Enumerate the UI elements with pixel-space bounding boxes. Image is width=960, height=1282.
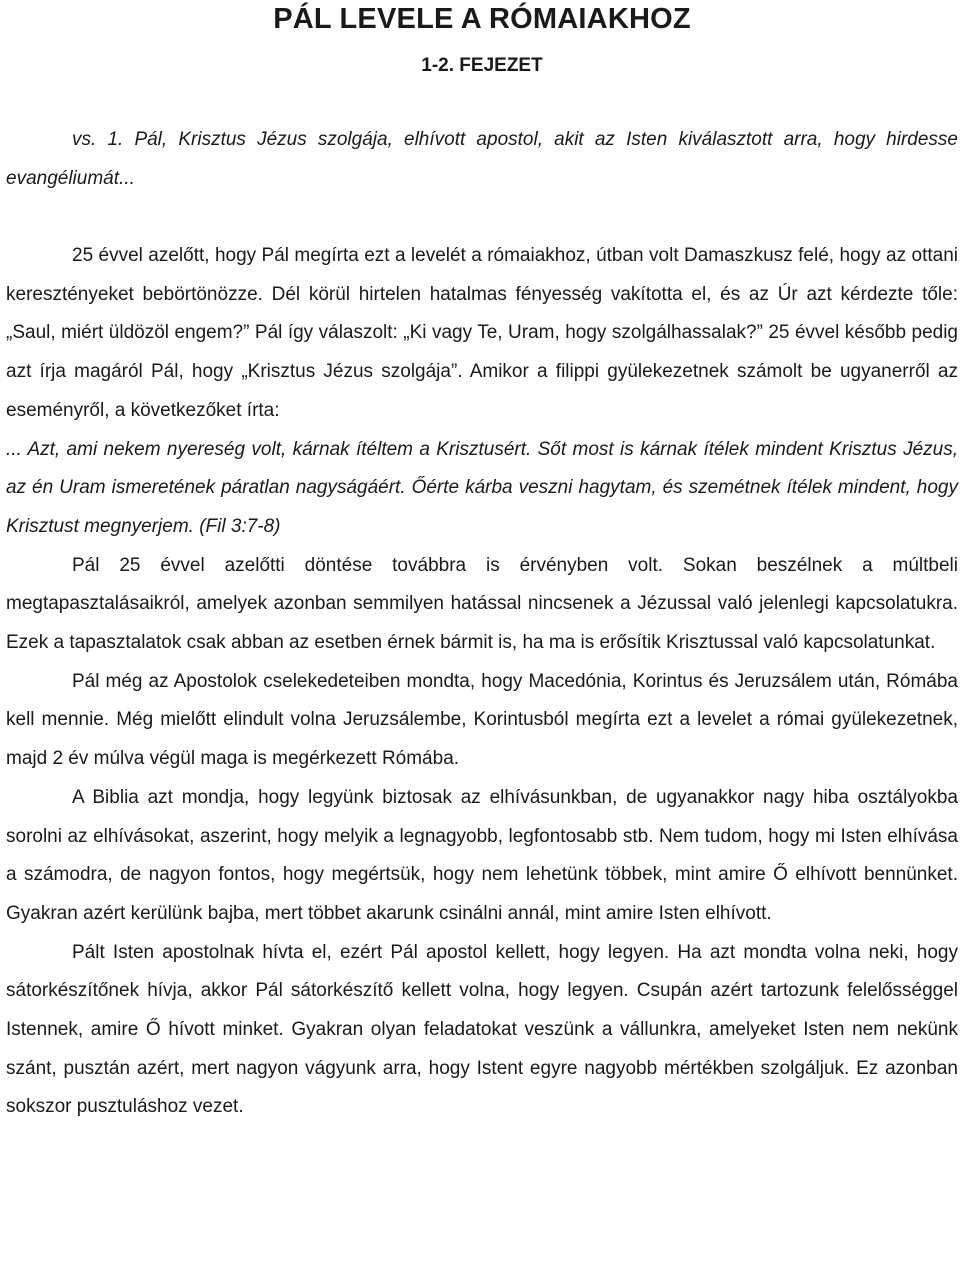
- verse-quote: vs. 1. Pál, Krisztus Jézus szolgája, elhívott apostol, akit az Isten kiválasztott arra, hogy hirdesse evangéliumát...: [6, 129, 958, 189]
- document-title: PÁL LEVELE A RÓMAIAKHOZ: [273, 3, 691, 35]
- chapter-heading: 1-2. FEJEZET: [421, 55, 543, 76]
- paragraph-5: Pált Isten apostolnak hívta el, ezért Pál apostol kellett, hogy legyen. Ha azt mondta volna neki, hogy sátorkészítőnek hívja, akkor Pál sátorkészítő kellett volna, hogy legyen. Csupán azért tartozunk felelősséggel Istennek, amire Ő hívott minket. Gyakran olyan feladatokat veszünk a vállunkra, amelyeket Isten nem nekünk szánt, pusztán azért, mert nagyon vágyunk arra, hogy Istent egyre nagyobb mértékben szolgáljuk. Ez azonban sokszor pusztuláshoz vezet.: [6, 941, 958, 1118]
- paragraph-1: 25 évvel azelőtt, hogy Pál megírta ezt a levelét a rómaiakhoz, útban volt Damaszkusz felé, hogy az ottani keresztényeket bebörtönözze. Dél körül hirtelen hatalmas fényesség vakította el, és az Úr azt kérdezte tőle: „Saul, miért üldözöl engem?” Pál így válaszolt: „Ki vagy Te, Uram, hogy szolgálhassalak?” 25 évvel később pedig azt írja magáról Pál, hogy „Krisztus Jézus szolgája”. Amikor a filippi gyülekezetnek számolt be ugyanerről az eseményről, a következőket írta:: [6, 245, 958, 421]
- document-page: [6, 0, 958, 1127]
- quote-paragraph: ... Azt, ami nekem nyereség volt, kárnak ítéltem a Krisztusért. Sőt most is kárnak ítélek mindent Krisztus Jézus, az én Uram ismeretének páratlan nagyságáért. Őérte kárba veszni hagytam, és szemétnek ítélek mindent, hogy Krisztust megnyerjem. (Fil 3:7-8): [6, 438, 958, 537]
- paragraph-3: Pál még az Apostolok cselekedeteiben mondta, hogy Macedónia, Korintus és Jeruzsálem után, Rómába kell mennie. Még mielőtt elindult volna Jeruzsálembe, Korintusból megírta ezt a levelet a római gyülekezetnek, majd 2 év múlva végül maga is megérkezett Rómába.: [6, 670, 958, 770]
- paragraph-2: Pál 25 évvel azelőtti döntése továbbra is érvényben volt. Sokan beszélnek a múltbeli megtapasztalásaikról, amelyek azonban semmilyen hatással nincsenek a Jézussal való jelenlegi kapcsolatukra. Ezek a tapasztalatok csak abban az esetben érnek bármit is, ha ma is erősítik Krisztussal való kapcsolatunkat.: [6, 554, 958, 654]
- paragraph-4: A Biblia azt mondja, hogy legyünk biztosak az elhívásunkban, de ugyanakkor nagy hiba osztályokba sorolni az elhívásokat, aszerint, hogy melyik a legnagyobb, legfontosabb stb. Nem tudom, hogy mi Isten elhívása a számodra, de nagyon fontos, hogy megértsük, hogy nem lehetünk többek, mint amire Ő elhívott bennünket. Gyakran azért kerülünk bajba, mert többet akarunk csinálni annál, mint amire Isten elhívott.: [6, 786, 958, 924]
